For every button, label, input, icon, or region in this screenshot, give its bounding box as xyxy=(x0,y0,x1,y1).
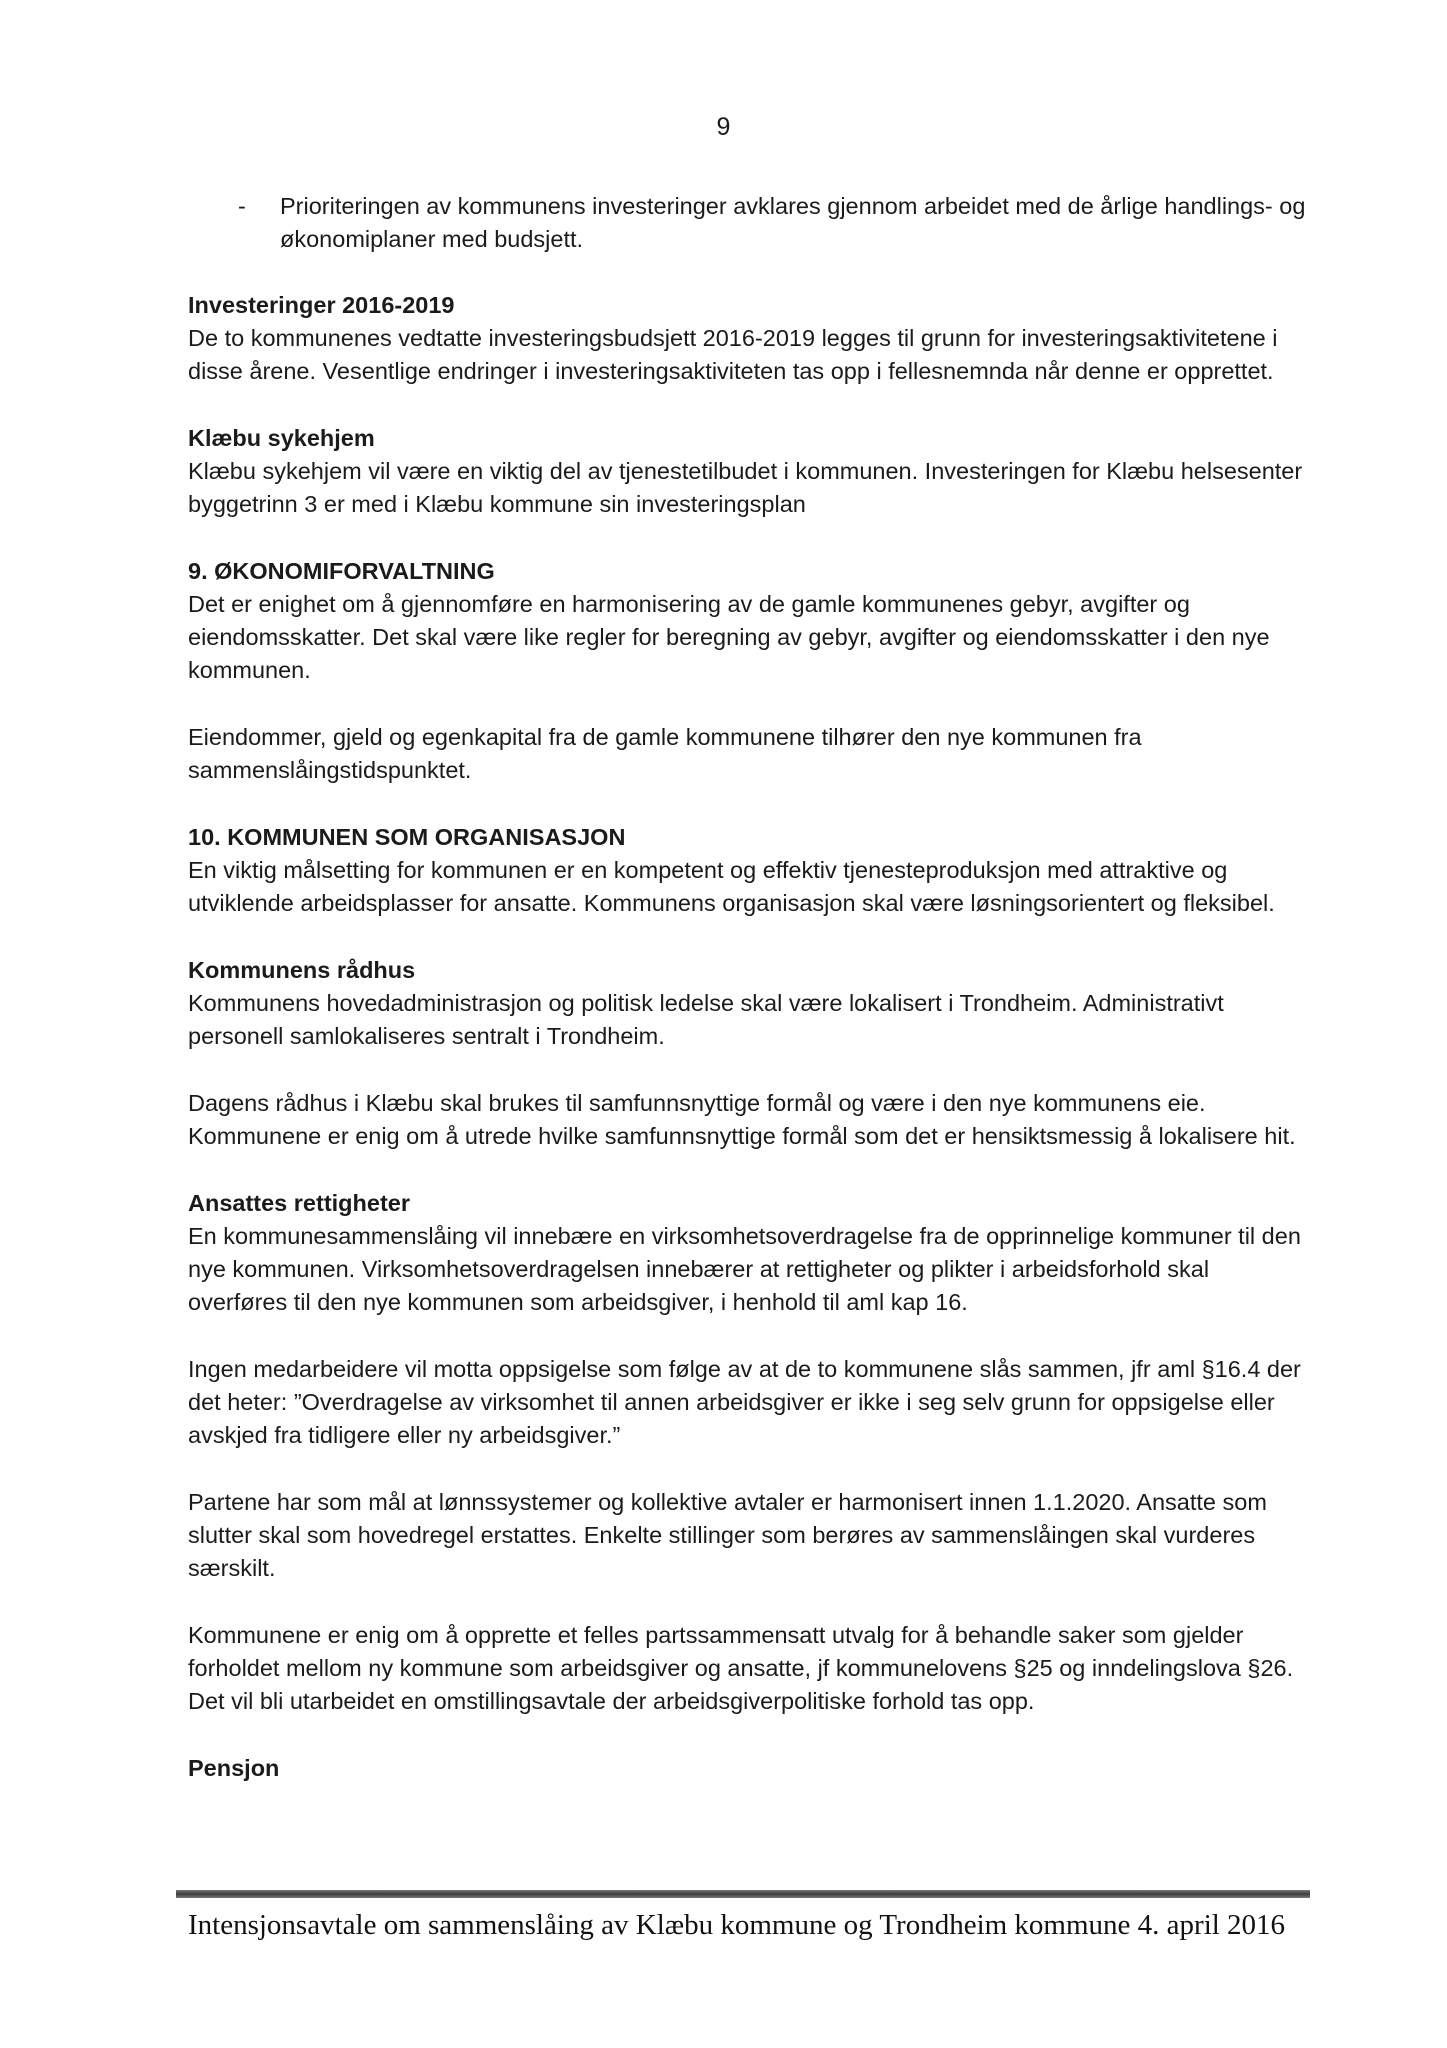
section-heading: 10. KOMMUNEN SOM ORGANISASJON xyxy=(188,824,626,850)
section-heading: Klæbu sykehjem xyxy=(188,425,375,451)
paragraph: Dagens rådhus i Klæbu skal brukes til samfunnsnyttige formål og være i den nye kommunens eie. Kommunene er enig om å utrede hvilke samfunnsnyttige formål som det er hensiktsmessig å lokalisere hit. xyxy=(188,1090,1296,1149)
paragraph: Det er enighet om å gjennomføre en harmonisering av de gamle kommunenes gebyr, avgifter og eiendomsskatter. Det skal være like regler for beregning av gebyr, avgifter og eiendomsskatter i den nye kommunen. xyxy=(188,591,1270,683)
bullet-dash: - xyxy=(238,193,246,219)
bullet-text: Prioriteringen av kommunens investeringer avklares gjennom arbeidet med de årlige handlings- og økonomiplaner med budsjett. xyxy=(280,193,1306,252)
paragraph: En viktig målsetting for kommunen er en kompetent og effektiv tjenesteproduksjon med attraktive og utviklende arbeidsplasser for ansatte. Kommunens organisasjon skal være løsningsorientert og fleksibel. xyxy=(188,857,1275,916)
paragraph: Klæbu sykehjem vil være en viktig del av tjenestetilbudet i kommunen. Investeringen for Klæbu helsesenter byggetrinn 3 er med i Klæbu kommune sin investeringsplan xyxy=(188,458,1303,517)
section-klaebu-sykehjem xyxy=(188,422,1308,521)
section-radhus xyxy=(188,954,1308,1153)
page-footer: Intensjonsavtale om sammenslåing av Klæbu kommune og Trondheim kommune 4. april 2016 xyxy=(188,1909,1286,1941)
paragraph: Partene har som mål at lønnssystemer og kollektive avtaler er harmonisert innen 1.1.2020. Ansatte som slutter skal som hovedregel erstattes. Enkelte stillinger som berøres av sammenslåingen skal vurderes særskilt. xyxy=(188,1489,1267,1581)
section-heading: 9. ØKONOMIFORVALTNING xyxy=(188,558,495,584)
section-heading: Kommunens rådhus xyxy=(188,957,416,983)
document-body xyxy=(188,190,1308,1785)
section-organisasjon xyxy=(188,821,1308,920)
paragraph: Ingen medarbeidere vil motta oppsigelse som følge av at de to kommunene slås sammen, jfr aml §16.4 der det heter: ”Overdragelse av virksomhet til annen arbeidsgiver er ikke i seg selv grunn for oppsigelse eller avskjed fra tidligere eller ny arbeidsgiver.” xyxy=(188,1356,1301,1448)
paragraph: De to kommunenes vedtatte investeringsbudsjett 2016-2019 legges til grunn for investeringsaktivitetene i disse årene. Vesentlige endringer i investeringsaktiviteten tas opp i fellesnemnda når denne er opprettet. xyxy=(188,325,1278,384)
footer-rule xyxy=(176,1890,1310,1898)
paragraph: Kommunene er enig om å opprette et felles partssammensatt utvalg for å behandle saker som gjelder forholdet mellom ny kommune som arbeidsgiver og ansatte, jf kommunelovens §25 og inndelingslova §26. Det vil bli utarbeidet en omstillingsavtale der arbeidsgiverpolitiske forhold tas opp. xyxy=(188,1622,1294,1714)
section-heading: Ansattes rettigheter xyxy=(188,1190,410,1216)
section-heading: Investeringer 2016-2019 xyxy=(188,292,455,318)
section-ansattes-rettigheter xyxy=(188,1187,1308,1718)
section-okonomiforvaltning xyxy=(188,555,1308,787)
section-pensjon xyxy=(188,1752,1308,1785)
paragraph: En kommunesammenslåing vil innebære en virksomhetsoverdragelse fra de opprinnelige kommuner til den nye kommunen. Virksomhetsoverdragelsen innebærer at rettigheter og plikter i arbeidsforhold skal overføres til den nye kommunen som arbeidsgiver, i henhold til aml kap 16. xyxy=(188,1223,1301,1315)
section-heading: Pensjon xyxy=(188,1755,280,1781)
section-investeringer xyxy=(188,289,1308,388)
paragraph: Kommunens hovedadministrasjon og politisk ledelse skal være lokalisert i Trondheim. Administrativt personell samlokaliseres sentralt i Trondheim. xyxy=(188,990,1224,1049)
page-number: 9 xyxy=(716,113,731,141)
paragraph: Eiendommer, gjeld og egenkapital fra de gamle kommunene tilhører den nye kommunen fra sammenslåingstidspunktet. xyxy=(188,724,1142,783)
bullet-item xyxy=(238,190,1308,256)
